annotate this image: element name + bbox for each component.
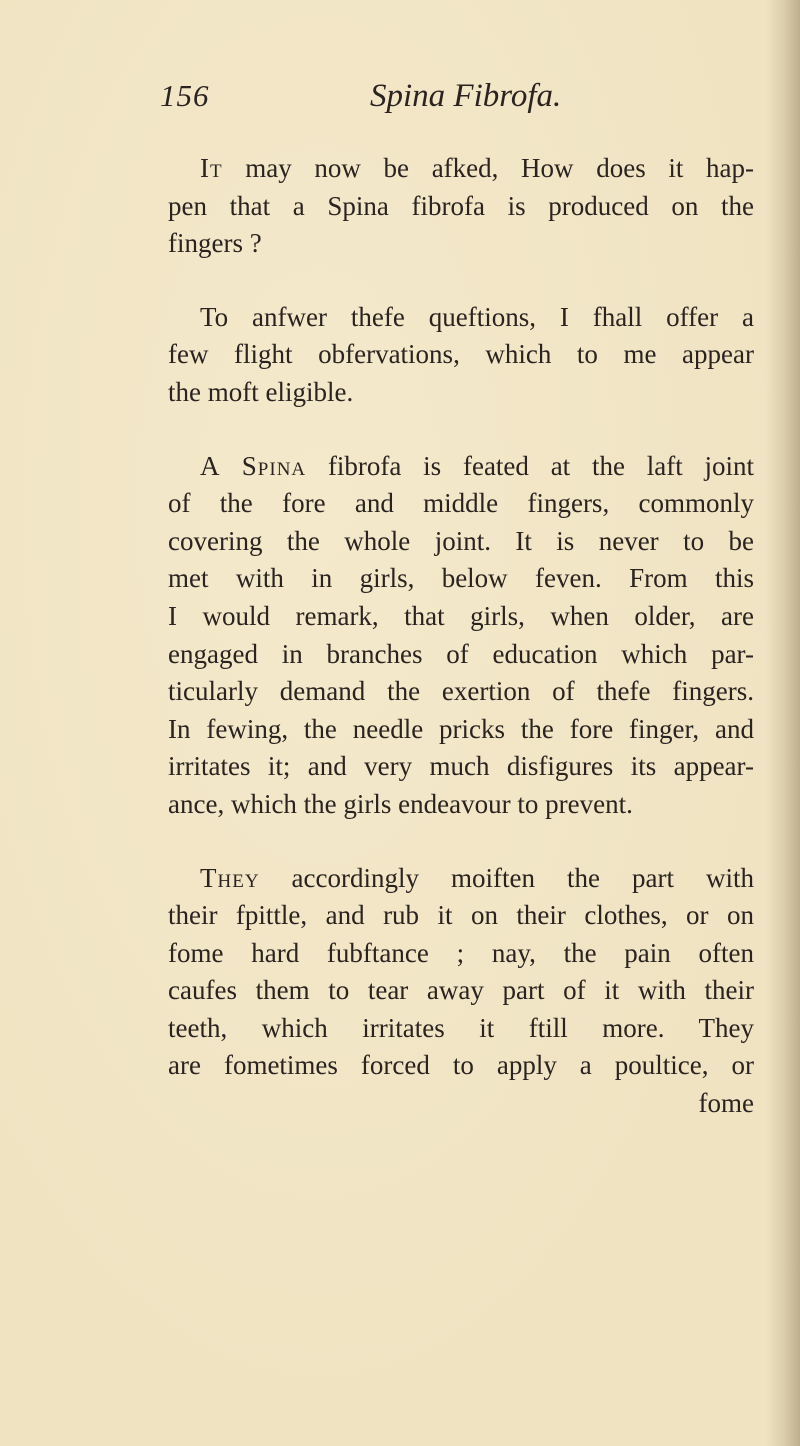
- line-text: accordingly moiften the part with: [259, 862, 754, 893]
- page-edge-shadow: [766, 0, 800, 1446]
- text-line: I would remark, that girls, when older, are: [168, 600, 754, 631]
- line-text: may now be afked, How does it hap-: [222, 153, 754, 183]
- running-title: Spina Fibrofa.: [370, 78, 562, 114]
- text-line: pen that a Spina fibrofa is produced on the: [168, 190, 754, 221]
- text-line: their fpittle, and rub it on their clothes, or on: [168, 900, 754, 931]
- text-line: teeth, which irritates it ftill more. They: [168, 1012, 754, 1043]
- text-line: engaged in branches of education which par-: [168, 638, 754, 669]
- paragraph-gap: [168, 824, 754, 860]
- running-head: [160, 78, 660, 128]
- text-line: caufes them to tear away part of it with their: [168, 975, 754, 1006]
- text-line: fome hard fubftance ; nay, the pain often: [168, 937, 754, 968]
- text-line: ance, which the girls endeavour to prevent.: [168, 788, 633, 819]
- paragraph-2: [168, 299, 754, 412]
- paragraph-3: [168, 448, 754, 824]
- body-text: [168, 150, 754, 1123]
- text-line: of the fore and middle fingers, commonly: [168, 488, 754, 519]
- text-line: [168, 448, 754, 486]
- text-line: fingers ?: [168, 228, 262, 259]
- text-line: [168, 150, 754, 188]
- text-line: few flight obfervations, which to me appear: [168, 339, 754, 370]
- paragraph-gap: [168, 412, 754, 448]
- text-line: [168, 860, 754, 898]
- text-line: In fewing, the needle pricks the fore finger, and: [168, 713, 754, 744]
- line-text: fibrofa is feated at the laft joint: [306, 450, 754, 481]
- catchword: fome: [698, 1088, 754, 1119]
- paragraph-lead: They: [200, 862, 260, 893]
- page-number: 156: [160, 78, 210, 113]
- text-line: the moft eligible.: [168, 376, 354, 407]
- paragraph-lead: A Spina: [200, 450, 307, 481]
- paragraph-lead: It: [200, 153, 223, 183]
- paragraph-4: [168, 860, 754, 1123]
- text-line: To anfwer thefe queftions, I fhall offer a: [200, 301, 754, 332]
- text-line: covering the whole joint. It is never to be: [168, 525, 754, 556]
- text-line: met with in girls, below feven. From this: [168, 563, 754, 594]
- text-line: irritates it; and very much disfigures its appear-: [168, 751, 754, 782]
- paragraph-gap: [168, 263, 754, 299]
- text-line: are fometimes forced to apply a poultice, or: [168, 1050, 754, 1081]
- text-line: ticularly demand the exertion of thefe fingers.: [168, 676, 754, 707]
- paragraph-1: [168, 150, 754, 263]
